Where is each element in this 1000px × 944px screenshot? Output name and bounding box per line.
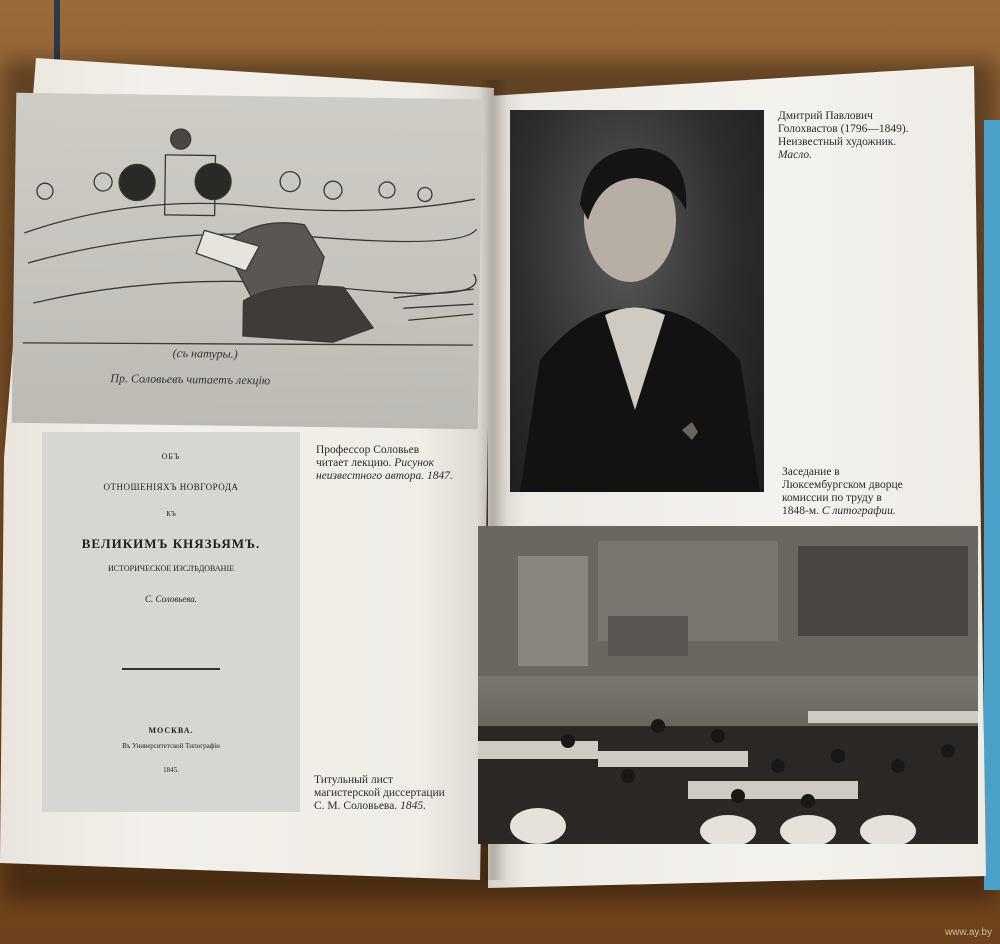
title-page-line: КЪ [166, 510, 176, 518]
title-page-line: ИСТОРИЧЕСКОЕ ИЗСЛѢДОВАНІЕ [107, 564, 234, 573]
portrait-caption-medium: Масло. [778, 149, 813, 161]
title-page-caption-line: 1845. [400, 800, 426, 812]
book-cover-edge [984, 120, 1000, 890]
portrait-painting [510, 110, 764, 492]
watermark: www.ay.by [944, 927, 992, 938]
sketch-note-from-life: (съ натуры.) [172, 345, 238, 361]
lecture-sketch-drawing [12, 93, 483, 429]
sketch-caption [316, 444, 453, 483]
title-page-line: Въ Университетской Типографіи [122, 742, 220, 750]
title-page-caption-line: Титульный лист [314, 774, 393, 786]
dissertation-title-page-image [42, 432, 300, 812]
sketch-note-inscription: Пр. Соловьевъ читаетъ лекцію [110, 371, 271, 388]
portrait-caption-line: Дмитрий Павлович [778, 110, 873, 122]
engraving-caption-line: 1848-м. [782, 505, 819, 517]
lecture-sketch-image [12, 93, 483, 429]
sketch-caption-line: читает лекцию. [316, 457, 392, 469]
luxembourg-palace-engraving-image [478, 526, 978, 844]
engraving-caption-line: Заседание в [782, 466, 840, 478]
portrait-caption [778, 110, 909, 162]
title-page-author: С. Соловьева. [145, 594, 197, 604]
title-page-ornament [122, 668, 220, 670]
title-page-line: МОСКВА. [148, 726, 194, 735]
title-page-caption-line: С. М. Соловьева. [314, 800, 398, 812]
engraving-caption [782, 466, 903, 518]
title-page-caption [314, 774, 445, 813]
title-page-line: 1845. [163, 766, 179, 774]
engraving-drawing [478, 526, 978, 844]
title-page-line: ОБЪ [161, 452, 181, 461]
engraving-caption-line: комиссии по труду в [782, 492, 882, 504]
portrait-caption-line: Голохвастов (1796—1849). [778, 123, 909, 135]
golokhvastov-portrait-image [510, 110, 764, 492]
sketch-caption-line: Рисунок [394, 457, 435, 469]
title-page-title: ВЕЛИКИМЪ КНЯЗЬЯМЪ. [81, 536, 261, 551]
engraving-caption-line: Люксембургском дворце [782, 479, 903, 491]
title-page-caption-line: магистерской диссертации [314, 787, 445, 799]
engraving-caption-line: С литографии. [821, 505, 896, 517]
portrait-caption-line: Неизвестный художник. [778, 136, 897, 148]
sketch-caption-line: Профессор Соловьев [316, 444, 420, 456]
sketch-caption-line: неизвестного автора. 1847. [316, 470, 453, 482]
title-page-line: ОТНОШЕНІЯХЪ НОВГОРОДА [103, 482, 239, 492]
